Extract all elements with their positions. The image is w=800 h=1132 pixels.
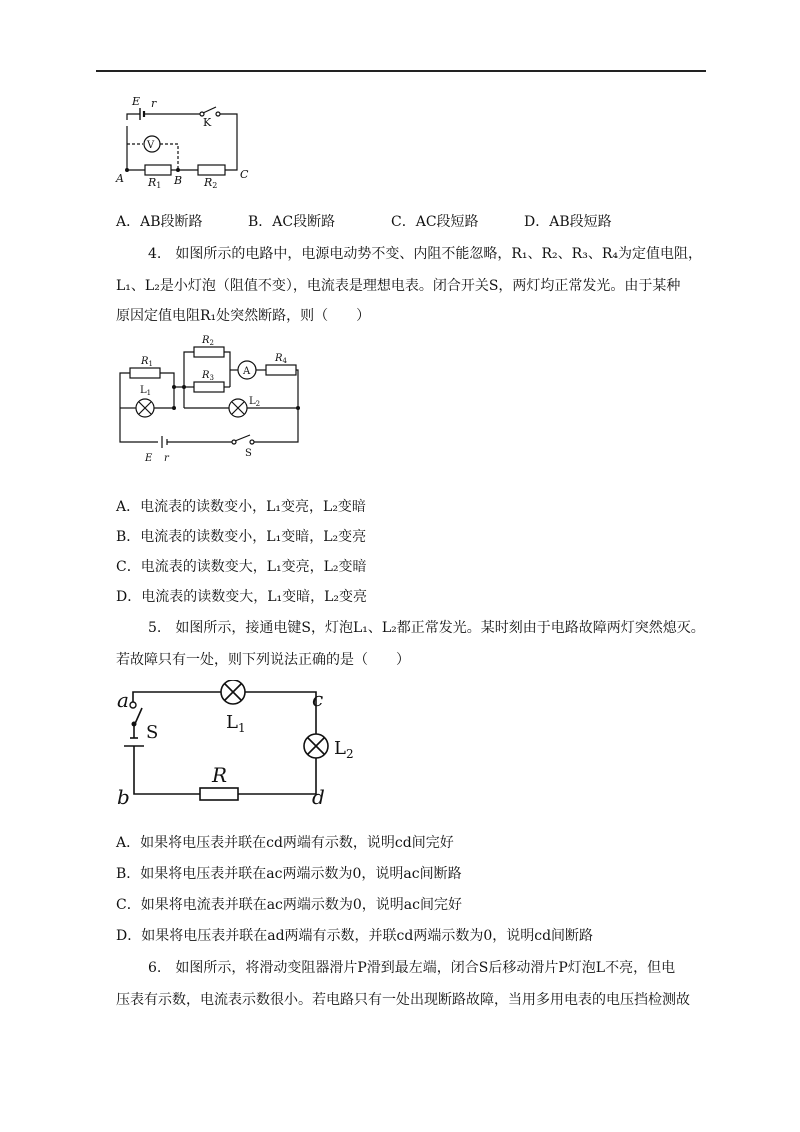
q3-label-R1: R1 bbox=[148, 176, 162, 190]
q5-label-L2: $L_2$ bbox=[334, 738, 354, 761]
q4-option-c[interactable]: C．电流表的读数变大，L₁变亮，L₂变暗 bbox=[116, 559, 367, 575]
q4-label-R3: $R_3$ bbox=[202, 370, 214, 382]
q5-label-b: b bbox=[117, 785, 130, 809]
q4-label-L1: $L_1$ bbox=[140, 385, 152, 397]
q3-label-C: C bbox=[240, 168, 249, 181]
q5-option-a[interactable]: A．如果将电压表并联在cd两端有示数，说明cd间完好 bbox=[116, 835, 454, 851]
header-rule bbox=[96, 70, 706, 72]
q3-label-R2: R2 bbox=[204, 176, 218, 190]
q4-label-r: r bbox=[164, 453, 169, 464]
q4-label-R1: $R_1$ bbox=[141, 356, 153, 368]
q3-option-a[interactable]: A．AB段断路 bbox=[116, 214, 203, 230]
q4-label-R2: $R_2$ bbox=[202, 335, 214, 347]
q3-label-V: V bbox=[147, 140, 155, 151]
q5-label-a: a bbox=[117, 688, 129, 712]
q3-label-r: r bbox=[151, 97, 157, 110]
q5-label-R: R bbox=[212, 763, 228, 787]
q5-option-c[interactable]: C．如果将电流表并联在ac两端示数为0，说明ac间完好 bbox=[116, 897, 462, 913]
q6-stem-line-2: 压表有示数，电流表示数很小。若电路只有一处出现断路故障，当用多用电表的电压挡检测故 bbox=[116, 992, 690, 1008]
q5-label-L1: $L_1$ bbox=[226, 712, 246, 735]
q3-option-c[interactable]: C．AC段短路 bbox=[391, 214, 479, 230]
q5-circuit-diagram bbox=[112, 680, 372, 810]
q4-stem-line-3: 原因定值电阻R₁处突然断路，则（ ） bbox=[116, 308, 371, 324]
q4-option-a[interactable]: A．电流表的读数变小，L₁变亮，L₂变暗 bbox=[116, 499, 366, 515]
q6-stem-line-1: 6. 如图所示，将滑动变阻器滑片P滑到最左端，闭合S后移动滑片P灯泡L不亮，但电 bbox=[148, 960, 676, 976]
q5-stem-line-2: 若故障只有一处，则下列说法正确的是（ ） bbox=[116, 652, 410, 668]
q4-label-E: E bbox=[145, 453, 153, 464]
q5-label-S: S bbox=[146, 722, 159, 743]
q4-label-S: S bbox=[245, 448, 252, 459]
q3-circuit-diagram bbox=[112, 92, 262, 192]
q4-label-L2: $L_2$ bbox=[249, 396, 261, 408]
q5-label-c: c bbox=[312, 687, 324, 711]
q4-stem-line-1: 4. 如图所示的电路中，电源电动势不变、内阻不能忽略，R₁、R₂、R₃、R₄为定值电阻， bbox=[148, 246, 702, 262]
q4-label-ammeter: A bbox=[243, 366, 251, 377]
q3-option-d[interactable]: D．AB段短路 bbox=[524, 214, 612, 230]
q5-stem-line-1: 5. 如图所示，接通电键S，灯泡L₁、L₂都正常发光。某时刻由于电路故障两灯突然熄灭。 bbox=[148, 620, 705, 636]
q3-label-K: K bbox=[203, 116, 212, 129]
q3-label-A: A bbox=[116, 172, 124, 185]
q5-label-d: d bbox=[312, 785, 325, 809]
q4-stem-line-2: L₁、L₂是小灯泡（阻值不变），电流表是理想电表。闭合开关S，两灯均正常发光。由于某种 bbox=[116, 278, 681, 294]
q4-option-d[interactable]: D．电流表的读数变大，L₁变暗，L₂变亮 bbox=[116, 589, 368, 605]
q5-option-d[interactable]: D．如果将电压表并联在ad两端有示数，并联cd两端示数为0，说明cd间断路 bbox=[116, 928, 594, 944]
q4-option-b[interactable]: B．电流表的读数变小，L₁变暗，L₂变亮 bbox=[116, 529, 367, 545]
q3-option-b[interactable]: B．AC段断路 bbox=[248, 214, 336, 230]
q3-label-B: B bbox=[174, 174, 183, 187]
q4-label-R4: $R_4$ bbox=[275, 353, 287, 365]
q5-option-b[interactable]: B．如果将电压表并联在ac两端示数为0，说明ac间断路 bbox=[116, 866, 462, 882]
q4-circuit-diagram bbox=[112, 330, 312, 470]
q3-label-E: E bbox=[132, 95, 141, 108]
